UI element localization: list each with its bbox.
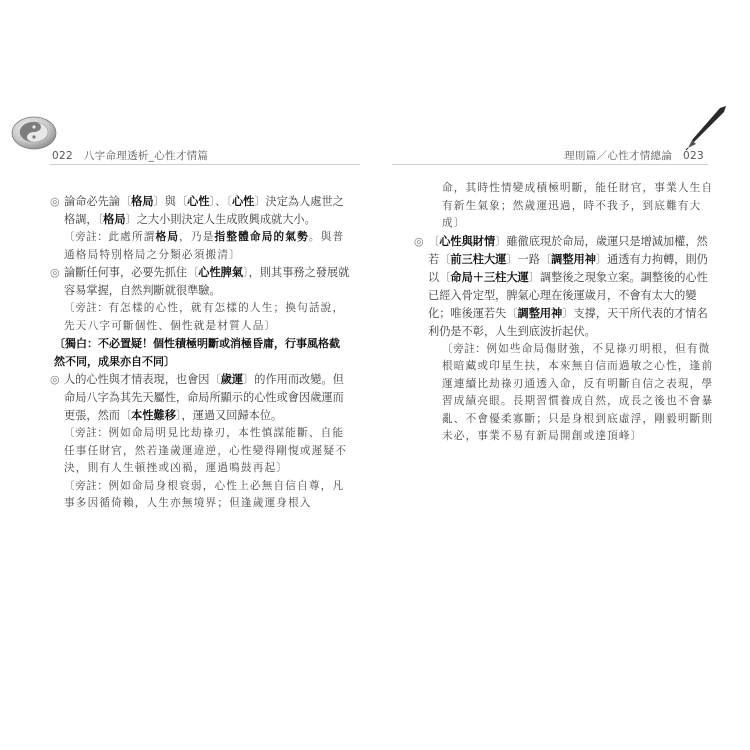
keyword: 本性難移 [131, 409, 176, 422]
keyword: 格局 [131, 195, 154, 208]
keyword: 心性 [231, 195, 255, 208]
paragraph-mind-and-talent: ◎ 〔心性與財情〕雖徹底現於命局，歲運只是增減加權，然若〔前三柱大運〕一路〔調整用神〕通透有力拘轉，則仍以〔命局＋三柱大運〕調整後之現象立案。調整後的心性已經入骨定型，脾氣心理在後運歲月，不會有太大的變化；唯後運若失〔調整用神〕支撐，天干所代表的才情名利仍是不彰，人生到底波折起伏。 [414, 234, 708, 338]
keyword: 調整用神 [551, 252, 596, 266]
right-page-header [564, 148, 704, 163]
bullet-icon: ◎ [414, 234, 424, 248]
paragraph-grasp-temperament: ◎ 論斷任何事，必要先抓住〔心性脾氣〕，則其事務之發展就容易掌握，自然判斷就很準驗。 [50, 266, 350, 297]
keyword: 心性脾氣 [198, 266, 244, 279]
paragraph-luck-cycles: ◎ 人的心性與才情表現，也會因〔歲運〕的作用而改變。但命局八字為其先天屬性，命局所顯示的心性或會因歲運而更張，然而〔本性難移〕，運過又回歸本位。 [50, 373, 344, 422]
side-note: 〔旁註：例如命局明見比劫祿刃，本性慎謀能斷、自能任事任財官，然若逢歲運違逆，心性變得剛愎或遲疑不決，則有人生頓挫或凶禍，運過鳴鼓再起〕 [64, 427, 348, 474]
right-page-body [414, 180, 718, 446]
left-header-rule [50, 164, 360, 165]
side-note: 〔旁註：有怎樣的心性，就有怎樣的人生；換句話說，先天八字可斷個性、個性就是材質人品〕 [64, 302, 345, 332]
keyword: 命局＋三柱大運 [450, 270, 529, 284]
right-header-rule [392, 164, 708, 165]
keyword: 心性 [187, 195, 210, 208]
side-note: 〔旁註：例如些命局傷財強，不見祿刃明根，但有微根暗藏或印星生扶，本來無自信而過敏之心性，逢前運連續比劫祿刃通透入命，反有明斷自信之表現，學習成績亮眼。長期習慣養成自然，成長之後也不會暴亂、不會優柔寡斷；只是身根到底虛浮，剛毅明斷則未必，事業不易有新局開創或達頂峰〕 [442, 342, 714, 442]
bullet-icon: ◎ [50, 195, 60, 208]
fountain-pen-icon [680, 104, 730, 152]
left-page-header [52, 148, 208, 163]
keyword: 格局 [103, 213, 126, 226]
side-note-continued: 命，其時性情變成積極明斷，能任財官，事業人生自有新生氣象；然歲運迅過，時不我予，到底難有大成〕 [442, 182, 714, 229]
left-running-title: 八字命理透析_心性才情篇 [83, 150, 209, 162]
side-note: 〔旁註：例如命局身根衰弱，心性上必無自信自尊，凡事多因循倚賴，人生亦無境界；但逢歲運身根入 [64, 479, 345, 509]
side-note: 〔旁註：此處所謂格局，乃是指整體命局的氣勢。與普通格局特別格局之分類必須搬清〕 [64, 231, 345, 261]
bullet-icon: ◎ [50, 373, 60, 386]
yin-yang-stone-icon [10, 112, 58, 152]
keyword: 指整體命局的氣勢 [214, 231, 309, 243]
keyword: 調整用神 [517, 306, 563, 320]
right-page-number: 023 [683, 150, 704, 162]
right-running-title: 理則篇／心性才情總論 [564, 150, 673, 162]
left-page-number: 022 [52, 150, 73, 162]
keyword: 格局 [155, 231, 180, 243]
keyword: 歲運 [220, 373, 244, 386]
left-page-body [50, 193, 350, 513]
monologue-statement: 〔獨白：不必置疑！個性積極明斷或消極昏庸，行事風格截然不同，成果亦自不同〕 [54, 337, 340, 368]
paragraph-pattern-and-mind: ◎ 論命必先論〔格局〕與〔心性〕、〔心性〕決定為人處世之格調，〔格局〕之大小則決定人生成敗興成就大小。 [50, 195, 344, 226]
bullet-icon: ◎ [50, 266, 60, 279]
keyword: 心性與財情 [439, 234, 496, 248]
keyword: 前三柱大運 [450, 252, 507, 266]
